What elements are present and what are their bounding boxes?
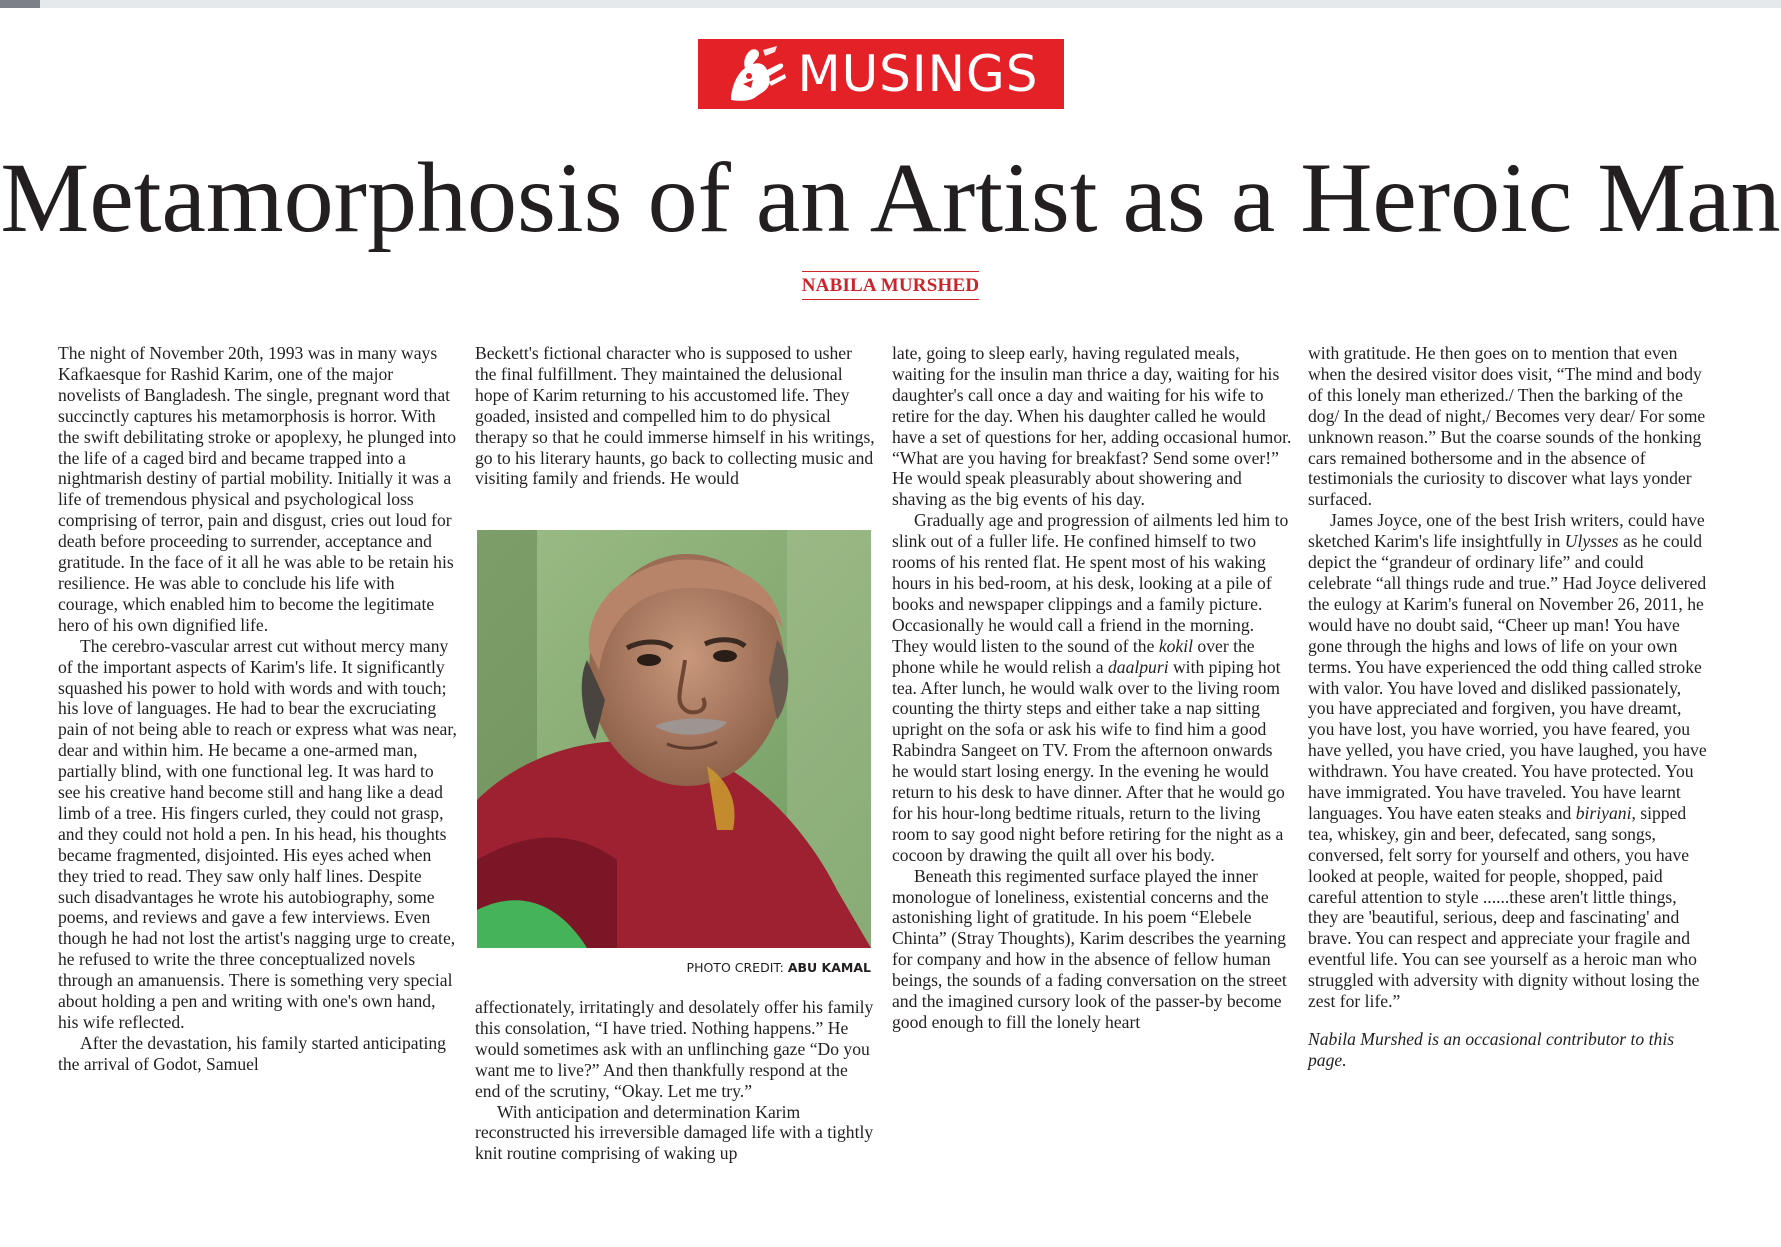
- text-run: over the phone while he would relish a: [892, 635, 1255, 677]
- paragraph: Beneath this regimented surface played the inner monologue of loneliness, existential concerns and the astonishing light of gratitude. In his poem “Elebele Chinta” (Stray Thoughts), Karim describes the yearning for company and how in the absence of fellow human beings, the sounds of a fading conversation on the street and the imagined cursory look of the passer-by become good enough to fill the lonely heart: [892, 865, 1287, 1032]
- contributor-note: Nabila Murshed is an occasional contributor to this page.: [1308, 1029, 1675, 1070]
- text-run: James Joyce, one of the best Irish writers, could have sketched Karim's life insightfully in: [1308, 510, 1705, 552]
- paragraph: The night of November 20th, 1993 was in many ways Kafkaesque for Rashid Karim, one of the major novelists of Bangladesh. The single, pregnant word that succinctly captures his metamorphosis is horror. With the swift debilitating stroke or apoplexy, he plunged into the life of a caged bird and became trapped into a nightmarish destiny of partial mobility. Initially it was a life of tremendous physical and psychological loss comprising of terror, pain and disgust, cries out loud for death before proceeding to surrender, acceptance and gratitude. In the face of it all he was able to be retain his resilience. He was able to conclude his life with courage, which enabled him to become the legitimate hero of his own dignified life.: [58, 343, 457, 635]
- author-name: NABILA MURSHED: [802, 271, 980, 300]
- section-label: MUSINGS: [797, 45, 1039, 103]
- text-run: sipped tea, whiskey, gin and beer, defecated, sang songs, conversed, felt sorry for yourself and others, you have looked at people, waited for people, shopped, paid careful attention to style ......these aren't little things, they are 'beautiful, serious, deep and fascinating' and brave. You can respect and appreciate your fragile and eventful life. You can see yourself as a heroic man who struggled with adversity with dignity without losing the zest for life.”: [1308, 802, 1700, 1012]
- paragraph: with gratitude. He then goes on to mention that even when the desired visitor does visit, “The mind and body of this lonely man etherized./ Then the barking of the dog/ In the dead of night,/ Becomes very dear/ For some unknown reason.” But the coarse sounds of the honking cars remained bothersome and in the absence of testimonials the curiosity to discover what lays yonder surfaced.: [1308, 343, 1706, 510]
- text-run: Gradually age and progression of ailments led him to slink out of a fuller life. He confined himself to two rooms of his rented flat. He spent most of his waking hours in his bed-room, at his desk, looking at a pile of books and newspaper clippings and a family picture. Occasionally he would call a friend in the morning. They would listen to the sound of the: [892, 510, 1289, 656]
- top-bar: [0, 0, 1781, 8]
- photo-credit: [477, 960, 871, 975]
- paragraph: Beckett's fictional character who is supposed to usher the final fulfillment. They maintained the delusional hope of Karim returning to his accustomed life. They goaded, insisted and compelled him to do physical therapy so that he could immerse himself in his writings, go to his literary haunts, go back to collecting music and visiting family and friends. He would: [475, 343, 875, 489]
- portrait-photo: [477, 530, 871, 948]
- article-column-2-bottom: [475, 997, 875, 1164]
- text-run: as he could depict the “grandeur of ordinary life” and could celebrate “all things rude and true.” Had Joyce delivered the eulogy at Karim's funeral on November 26, 2011, he would have no doubt said, “Cheer up man! You have gone through the highs and lows of life on your own terms. You have experienced the odd thing called stroke with valor. You have loved and disliked passionately, you have appreciated and forgiven, you have dreamt, you have lost, you have worried, you have feared, you have yelled, you have cried, you have laughed, you have withdrawn. You have created. You have protected. You have immigrated. You have traveled. You have learnt languages. You have eaten steaks and: [1308, 531, 1707, 823]
- article-column-3: [892, 343, 1292, 1033]
- article-column-4: [1308, 343, 1708, 1071]
- top-bar-mark: [0, 0, 40, 8]
- paragraph: [1308, 510, 1708, 1012]
- italic-term: daalpuri: [1107, 656, 1169, 677]
- article-headline: Metamorphosis of an Artist as a Heroic Man: [0, 142, 1781, 253]
- portrait-image: [477, 530, 871, 948]
- section-badge: [698, 39, 1064, 109]
- byline: [0, 271, 1781, 300]
- photo-credit-label: PHOTO CREDIT:: [686, 960, 784, 975]
- italic-term: kokil: [1158, 635, 1194, 656]
- paragraph: affectionately, irritatingly and desolately offer his family this consolation, “I have tried. Nothing happens.” He would sometimes ask with an unflinching gaze “Do you want me to live?” And then thankfully respond at the end of the scrutiny, “Okay. Let me try.”: [475, 997, 874, 1101]
- article-column-1: [58, 343, 458, 1075]
- paragraph: late, going to sleep early, having regulated meals, waiting for the insulin man thrice a day, waiting for his daughter's call once a day and waiting for his wife to retire for the day. When his daughter called he would have a set of questions for her, adding occasional humor. “What are you having for breakfast? Send some over!” He would speak pleasurably about showering and shaving as the big events of his day.: [892, 343, 1292, 510]
- pen-hand-icon: [723, 44, 789, 104]
- article-column-2-top: [475, 343, 875, 489]
- paragraph: [892, 510, 1292, 865]
- photo-credit-name: ABU KAMAL: [787, 960, 871, 975]
- italic-term: biriyani,: [1575, 802, 1636, 823]
- italic-term: Ulysses: [1564, 531, 1619, 552]
- paragraph: The cerebro-vascular arrest cut without mercy many of the important aspects of Karim's life. It significantly squashed his power to hold with words and with touch; his love of languages. He had to bear the excruciating pain of not being able to reach or express what was near, dear and within him. He became a one-armed man, partially blind, with one functional leg. It was hard to see his creative hand become still and hang like a dead limb of a tree. His fingers curled, they could not grasp, and they could not hold a pen. In his head, his thoughts became fragmented, disjointed. His eyes ached when they tried to read. They saw only half lines. Despite such disadvantages he wrote his autobiography, some poems, and reviews and gave a few interviews. Even though he had not lost the artist's nagging urge to create, he refused to write the three conceptualized novels through an amanuensis. There is something very special about holding a pen and writing with one's own hand, his wife reflected.: [58, 635, 457, 1032]
- paragraph: After the devastation, his family started anticipating the arrival of Godot, Samuel: [58, 1032, 446, 1074]
- text-run: with piping hot tea. After lunch, he would walk over to the living room counting the thirty steps and either take a nap sitting upright on the sofa or ask his wife to find him a good Rabindra Sangeet on TV. From the afternoon onwards he would start losing energy. In the evening he would return to his desk to have dinner. After that he would go for his hour-long bedtime rituals, return to the living room to say good night before retiring for the night as a cocoon by drawing the quilt all over his body.: [892, 656, 1285, 865]
- paragraph: With anticipation and determination Karim reconstructed his irreversible damaged life with a tightly knit routine comprising of waking up: [475, 1101, 874, 1164]
